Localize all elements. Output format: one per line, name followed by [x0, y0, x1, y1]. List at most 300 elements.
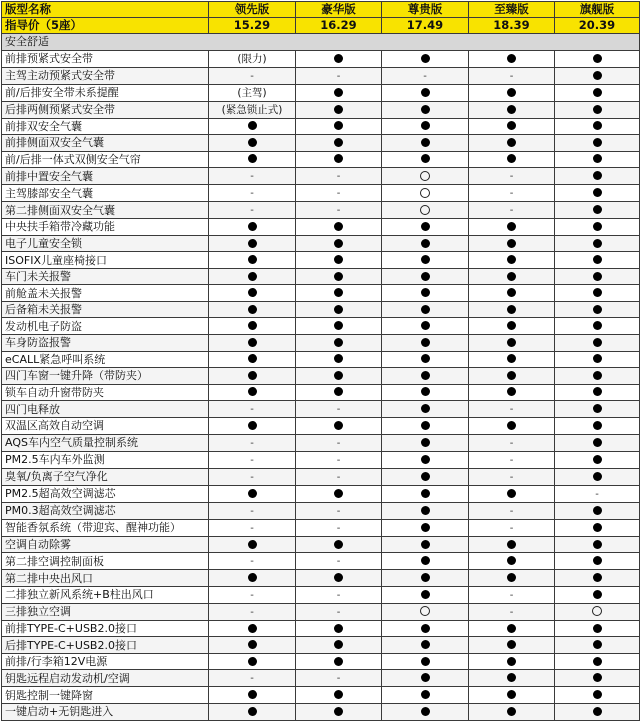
feature-value-cell [469, 118, 555, 135]
table-row [2, 118, 640, 135]
standard-dot-icon [507, 154, 516, 163]
standard-dot-icon [593, 472, 602, 481]
standard-dot-icon [593, 222, 602, 231]
feature-value-cell [296, 185, 382, 202]
feature-value-cell [382, 252, 469, 269]
not-available-dash: - [509, 522, 514, 534]
not-available-dash: - [509, 505, 514, 517]
not-available-dash: - [250, 556, 254, 568]
not-available-dash: - [336, 171, 341, 183]
standard-dot-icon [421, 88, 430, 97]
feature-value-cell [469, 219, 555, 236]
standard-dot-icon [421, 255, 430, 264]
feature-value-cell [209, 468, 296, 485]
optional-circle-icon [420, 205, 430, 215]
table-row [2, 252, 640, 269]
standard-dot-icon [593, 690, 602, 699]
table-row [2, 468, 640, 485]
feature-value-cell [296, 50, 382, 67]
standard-dot-icon [507, 354, 516, 363]
feature-value-cell [469, 687, 555, 704]
feature-name-cell: 钥匙控制一键降窗 [2, 687, 209, 704]
table-row [2, 401, 640, 418]
spec-table-container [1, 1, 639, 721]
feature-value-cell [469, 620, 555, 637]
standard-dot-icon [507, 371, 516, 380]
standard-dot-icon [248, 690, 257, 699]
feature-value-cell [209, 401, 296, 418]
feature-value-cell [296, 67, 382, 84]
standard-dot-icon [248, 421, 257, 430]
standard-dot-icon [334, 657, 343, 666]
table-row [2, 384, 640, 401]
feature-name-cell: 电子儿童安全锁 [2, 235, 209, 252]
standard-dot-icon [248, 354, 257, 363]
standard-dot-icon [593, 272, 602, 281]
feature-name-cell: 车身防盗报警 [2, 335, 209, 352]
table-row [2, 502, 640, 519]
feature-value-cell [469, 603, 555, 620]
feature-value-cell [382, 637, 469, 654]
table-row [2, 418, 640, 435]
standard-dot-icon [593, 438, 602, 447]
feature-value-cell [296, 704, 382, 721]
feature-name-cell: 双温区高效自动空调 [2, 418, 209, 435]
feature-value-cell [296, 519, 382, 536]
feature-value-cell [296, 84, 382, 101]
feature-value-cell [296, 485, 382, 502]
standard-dot-icon [334, 338, 343, 347]
feature-value-cell [209, 351, 296, 368]
standard-dot-icon [593, 404, 602, 413]
standard-dot-icon [421, 338, 430, 347]
trim-header: 领先版 [209, 2, 296, 18]
standard-dot-icon [248, 657, 257, 666]
feature-value-cell [382, 67, 469, 84]
feature-value-cell [469, 468, 555, 485]
standard-dot-icon [507, 321, 516, 330]
standard-dot-icon [507, 556, 516, 565]
feature-value-cell [296, 502, 382, 519]
feature-value-cell [209, 653, 296, 670]
feature-name-cell: 前/后排安全带未系提醒 [2, 84, 209, 101]
standard-dot-icon [334, 540, 343, 549]
not-available-dash: - [509, 471, 514, 483]
table-row [2, 653, 640, 670]
standard-dot-icon [334, 387, 343, 396]
feature-value-cell [209, 553, 296, 570]
standard-dot-icon [507, 88, 516, 97]
feature-value-cell [382, 351, 469, 368]
trim-header: 旗舰版 [555, 2, 640, 18]
table-row [2, 151, 640, 168]
feature-value-cell [469, 168, 555, 185]
feature-name-cell: 中央扶手箱带冷藏功能 [2, 219, 209, 236]
standard-dot-icon [334, 138, 343, 147]
feature-name-cell: 一键启动+无钥匙进入 [2, 704, 209, 721]
feature-value-cell [296, 219, 382, 236]
feature-value-cell [555, 168, 640, 185]
standard-dot-icon [421, 371, 430, 380]
table-row [2, 519, 640, 536]
not-available-dash: - [250, 437, 254, 449]
standard-dot-icon [593, 573, 602, 582]
table-row [2, 219, 640, 236]
standard-dot-icon [248, 272, 257, 281]
standard-dot-icon [593, 205, 602, 214]
feature-name-cell: 主驾膝部安全气囊 [2, 185, 209, 202]
feature-value-cell [555, 502, 640, 519]
feature-name-cell: 前排侧面双安全气囊 [2, 135, 209, 152]
feature-value-cell [382, 84, 469, 101]
table-row [2, 84, 640, 101]
feature-name-cell: 前排中置安全气囊 [2, 168, 209, 185]
feature-value-cell [209, 570, 296, 587]
standard-dot-icon [334, 690, 343, 699]
feature-value-cell [209, 219, 296, 236]
feature-value-cell [296, 135, 382, 152]
standard-dot-icon [593, 590, 602, 599]
standard-dot-icon [334, 288, 343, 297]
spec-table [1, 1, 640, 721]
feature-name-cell: 主驾主动预紧式安全带 [2, 67, 209, 84]
standard-dot-icon [593, 354, 602, 363]
standard-dot-icon [421, 239, 430, 248]
feature-value-cell [469, 252, 555, 269]
standard-dot-icon [334, 239, 343, 248]
feature-value-cell [296, 687, 382, 704]
feature-value-cell [382, 151, 469, 168]
feature-value-cell [382, 519, 469, 536]
standard-dot-icon [421, 590, 430, 599]
feature-value-cell [555, 368, 640, 385]
not-available-dash: - [336, 70, 341, 82]
standard-dot-icon [334, 222, 343, 231]
feature-value-cell [469, 653, 555, 670]
feature-value-cell [296, 335, 382, 352]
feature-value-cell [382, 485, 469, 502]
feature-value-cell [296, 451, 382, 468]
feature-value-cell [469, 502, 555, 519]
standard-dot-icon [507, 657, 516, 666]
standard-dot-icon [334, 272, 343, 281]
feature-value-cell [555, 335, 640, 352]
feature-value-cell [555, 351, 640, 368]
feature-name-cell: 前排/行李箱12V电源 [2, 653, 209, 670]
feature-name-cell: PM0.3超高效空调滤芯 [2, 502, 209, 519]
feature-value-cell [555, 101, 640, 118]
feature-name-cell: 四门车窗一键升降（带防夹） [2, 368, 209, 385]
feature-value-cell [209, 704, 296, 721]
standard-dot-icon [248, 540, 257, 549]
feature-value-cell [469, 536, 555, 553]
feature-value-cell [296, 268, 382, 285]
feature-value-cell [469, 637, 555, 654]
feature-value-cell [555, 553, 640, 570]
feature-value-cell [209, 586, 296, 603]
standard-dot-icon [334, 489, 343, 498]
table-row [2, 368, 640, 385]
not-available-dash: - [509, 589, 514, 601]
standard-dot-icon [507, 54, 516, 63]
standard-dot-icon [593, 506, 602, 515]
not-available-dash: - [509, 188, 514, 200]
standard-dot-icon [334, 371, 343, 380]
feature-value-cell [209, 301, 296, 318]
feature-value-cell [296, 235, 382, 252]
feature-value-cell [555, 704, 640, 721]
feature-value-cell [555, 434, 640, 451]
feature-value-cell [382, 451, 469, 468]
feature-value-cell [382, 285, 469, 302]
feature-value-cell [296, 434, 382, 451]
standard-dot-icon [421, 305, 430, 314]
feature-value-cell [209, 252, 296, 269]
standard-dot-icon [507, 222, 516, 231]
feature-name-cell: 第二排中央出风口 [2, 570, 209, 587]
standard-dot-icon [507, 255, 516, 264]
not-available-dash: - [336, 673, 341, 685]
feature-value-cell [296, 418, 382, 435]
not-available-dash: - [250, 589, 254, 601]
feature-value-cell [555, 84, 640, 101]
feature-value-cell [555, 687, 640, 704]
standard-dot-icon [421, 523, 430, 532]
feature-value-cell [469, 84, 555, 101]
table-row [2, 553, 640, 570]
not-available-dash: - [250, 522, 254, 534]
not-available-dash: - [250, 205, 254, 217]
feature-value-cell [296, 653, 382, 670]
feature-value-cell [382, 670, 469, 687]
standard-dot-icon [507, 338, 516, 347]
standard-dot-icon [507, 489, 516, 498]
not-available-dash: - [336, 404, 341, 416]
standard-dot-icon [421, 272, 430, 281]
feature-value-cell [469, 368, 555, 385]
standard-dot-icon [593, 171, 602, 180]
feature-value-cell [296, 151, 382, 168]
feature-value-cell [382, 268, 469, 285]
feature-value-cell [555, 151, 640, 168]
feature-name-cell: 前排预紧式安全带 [2, 50, 209, 67]
table-row [2, 318, 640, 335]
feature-value-cell [209, 268, 296, 285]
standard-dot-icon [421, 506, 430, 515]
not-available-dash: - [336, 437, 341, 449]
trim-header: 尊贵版 [382, 2, 469, 18]
table-row [2, 704, 640, 721]
feature-value-cell [382, 586, 469, 603]
standard-dot-icon [421, 138, 430, 147]
standard-dot-icon [593, 673, 602, 682]
feature-value-cell [209, 168, 296, 185]
feature-value-cell [382, 620, 469, 637]
standard-dot-icon [593, 54, 602, 63]
not-available-dash: - [250, 171, 254, 183]
standard-dot-icon [507, 105, 516, 114]
standard-dot-icon [421, 472, 430, 481]
not-available-dash: - [336, 205, 341, 217]
feature-value-cell [382, 368, 469, 385]
table-row [2, 335, 640, 352]
feature-value-cell [209, 84, 296, 101]
standard-dot-icon [421, 707, 430, 716]
feature-value-cell [469, 418, 555, 435]
standard-dot-icon [593, 239, 602, 248]
feature-value-cell [555, 451, 640, 468]
feature-value-cell [555, 485, 640, 502]
standard-dot-icon [593, 371, 602, 380]
feature-value-cell [382, 603, 469, 620]
feature-value-cell [382, 168, 469, 185]
feature-value-cell [382, 101, 469, 118]
feature-value-cell [382, 502, 469, 519]
feature-name-cell: ISOFIX儿童座椅接口 [2, 252, 209, 269]
standard-dot-icon [334, 154, 343, 163]
table-row [2, 67, 640, 84]
standard-dot-icon [421, 354, 430, 363]
standard-dot-icon [248, 154, 257, 163]
feature-name-cell: 发动机电子防盗 [2, 318, 209, 335]
standard-dot-icon [507, 121, 516, 130]
standard-dot-icon [593, 138, 602, 147]
feature-value-cell [296, 285, 382, 302]
table-row [2, 351, 640, 368]
standard-dot-icon [593, 624, 602, 633]
standard-dot-icon [334, 105, 343, 114]
feature-value-cell [555, 318, 640, 335]
feature-value-cell [209, 185, 296, 202]
standard-dot-icon [593, 707, 602, 716]
standard-dot-icon [248, 489, 257, 498]
standard-dot-icon [507, 707, 516, 716]
standard-dot-icon [507, 272, 516, 281]
feature-value-cell [469, 235, 555, 252]
not-available-dash: - [250, 606, 254, 618]
feature-name-cell: 空调自动除雾 [2, 536, 209, 553]
standard-dot-icon [421, 387, 430, 396]
feature-value-cell [296, 318, 382, 335]
table-row [2, 687, 640, 704]
feature-value-cell [209, 118, 296, 135]
feature-value-cell [296, 118, 382, 135]
table-row [2, 168, 640, 185]
not-available-dash: - [336, 522, 341, 534]
optional-circle-icon [420, 188, 430, 198]
feature-value-cell [555, 67, 640, 84]
feature-value-cell [209, 384, 296, 401]
not-available-dash: - [595, 488, 599, 500]
feature-value-cell [209, 434, 296, 451]
standard-dot-icon [248, 387, 257, 396]
optional-circle-icon [592, 606, 602, 616]
not-available-dash: - [336, 188, 341, 200]
table-row [2, 101, 640, 118]
standard-dot-icon [334, 88, 343, 97]
standard-dot-icon [421, 321, 430, 330]
standard-dot-icon [507, 640, 516, 649]
feature-value-cell [382, 235, 469, 252]
feature-value-cell [382, 135, 469, 152]
standard-dot-icon [593, 387, 602, 396]
feature-value-cell [296, 586, 382, 603]
standard-dot-icon [593, 288, 602, 297]
standard-dot-icon [334, 305, 343, 314]
feature-value-cell [296, 670, 382, 687]
standard-dot-icon [248, 138, 257, 147]
feature-name-cell: 车门未关报警 [2, 268, 209, 285]
feature-value-cell [555, 285, 640, 302]
standard-dot-icon [248, 121, 257, 130]
feature-value-cell [209, 151, 296, 168]
table-row [2, 135, 640, 152]
standard-dot-icon [593, 455, 602, 464]
feature-value-cell [209, 67, 296, 84]
feature-name-cell: AQS车内空气质量控制系统 [2, 434, 209, 451]
table-row [2, 485, 640, 502]
feature-value-cell [296, 384, 382, 401]
feature-name-cell: PM2.5超高效空调滤芯 [2, 485, 209, 502]
not-available-dash: - [250, 404, 254, 416]
feature-value-cell [209, 536, 296, 553]
feature-value-cell [555, 384, 640, 401]
standard-dot-icon [421, 573, 430, 582]
feature-value-cell [209, 135, 296, 152]
not-available-dash: - [250, 673, 254, 685]
standard-dot-icon [507, 673, 516, 682]
standard-dot-icon [248, 222, 257, 231]
feature-value-cell [382, 219, 469, 236]
standard-dot-icon [593, 421, 602, 430]
feature-value-cell [382, 418, 469, 435]
standard-dot-icon [421, 154, 430, 163]
feature-name-cell: 后备箱未关报警 [2, 301, 209, 318]
standard-dot-icon [593, 523, 602, 532]
standard-dot-icon [421, 421, 430, 430]
standard-dot-icon [248, 239, 257, 248]
standard-dot-icon [248, 255, 257, 264]
feature-value-cell [382, 553, 469, 570]
feature-value-cell [382, 704, 469, 721]
standard-dot-icon [248, 288, 257, 297]
standard-dot-icon [507, 573, 516, 582]
standard-dot-icon [593, 105, 602, 114]
feature-value-cell [209, 335, 296, 352]
feature-value-cell [382, 687, 469, 704]
feature-value-cell [382, 570, 469, 587]
standard-dot-icon [421, 640, 430, 649]
not-available-dash: - [336, 589, 341, 601]
feature-name-cell: 锁车自动升窗带防夹 [2, 384, 209, 401]
feature-value-cell [209, 620, 296, 637]
feature-name-cell: 第二排空调控制面板 [2, 553, 209, 570]
standard-dot-icon [421, 288, 430, 297]
feature-value-cell [469, 335, 555, 352]
feature-value-cell [555, 235, 640, 252]
standard-dot-icon [421, 222, 430, 231]
feature-value-cell [469, 704, 555, 721]
standard-dot-icon [248, 640, 257, 649]
standard-dot-icon [421, 690, 430, 699]
feature-value-cell [209, 670, 296, 687]
feature-name-cell: 前舱盖未关报警 [2, 285, 209, 302]
table-row [2, 202, 640, 219]
feature-value-cell [296, 401, 382, 418]
feature-value-cell [469, 485, 555, 502]
standard-dot-icon [421, 455, 430, 464]
feature-name-cell: 三排独立空调 [2, 603, 209, 620]
